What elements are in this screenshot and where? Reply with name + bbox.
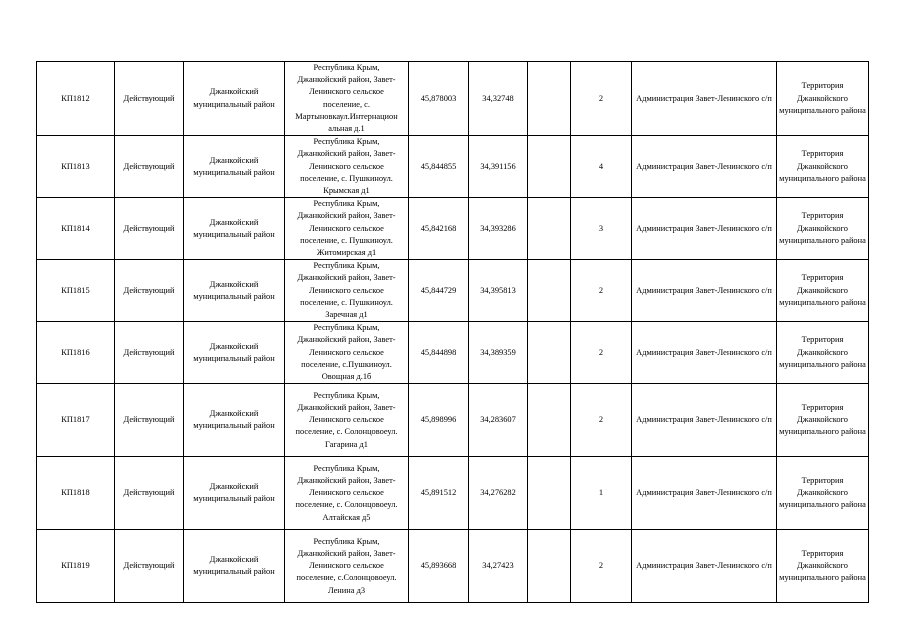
empty-cell [528,384,571,457]
longitude-cell: 34,391156 [469,136,528,198]
status-cell: Действующий [115,198,184,260]
latitude-cell: 45,844729 [409,260,469,322]
code-cell: КП1818 [37,457,115,530]
district-cell: Джанкойский муниципальный район [184,136,285,198]
code-cell: КП1819 [37,530,115,603]
territory-cell: Территория Джанкойского муниципального района [777,322,869,384]
longitude-cell: 34,276282 [469,457,528,530]
code-cell: КП1814 [37,198,115,260]
code-cell: КП1812 [37,62,115,136]
district-cell: Джанкойский муниципальный район [184,384,285,457]
longitude-cell: 34,395813 [469,260,528,322]
address-line: Джанкойский район, Завет- [297,149,396,159]
address-line: Овощная д.1б [321,372,372,382]
address-line: Джанкойский район, Завет- [297,75,396,85]
latitude-cell: 45,898996 [409,384,469,457]
district-cell: Джанкойский муниципальный район [184,322,285,384]
owner-cell: Администрация Завет-Ленинского с/п [632,322,777,384]
count-cell: 2 [571,384,632,457]
registry-body [37,62,869,603]
count-cell: 1 [571,457,632,530]
code-cell: КП1815 [37,260,115,322]
district-cell: Джанкойский муниципальный район [184,62,285,136]
owner-cell: Администрация Завет-Ленинского с/п [632,198,777,260]
code-cell: КП1817 [37,384,115,457]
address-line: Республика Крым, [313,63,380,72]
count-cell: 4 [571,136,632,198]
owner-cell: Администрация Завет-Ленинского с/п [632,136,777,198]
address-cell [285,384,409,457]
longitude-cell: 34,32748 [469,62,528,136]
district-cell: Джанкойский муниципальный район [184,198,285,260]
address-line: поселение, с. Пушкиноул. [300,235,393,245]
latitude-cell: 45,893668 [409,530,469,603]
latitude-cell: 45,844855 [409,136,469,198]
address-cell [285,260,409,322]
latitude-cell: 45,878003 [409,62,469,136]
status-cell: Действующий [115,260,184,322]
owner-cell: Администрация Завет-Ленинского с/п [632,457,777,530]
address-line: Крымская д1 [323,186,370,196]
address-line: Республика Крым, [313,390,380,400]
latitude-cell: 45,891512 [409,457,469,530]
count-cell: 2 [571,530,632,603]
district-cell: Джанкойский муниципальный район [184,260,285,322]
longitude-cell: 34,389359 [469,322,528,384]
owner-cell: Администрация Завет-Ленинского с/п [632,260,777,322]
territory-cell: Территория Джанкойского муниципального района [777,384,869,457]
address-line: Ленина д3 [327,585,366,595]
address-line: поселение, с.Солонцовоеул. [296,573,397,583]
address-line: Житомирская д1 [316,248,377,258]
address-line: поселение, с. Солонцовоеул. [295,427,398,437]
address-line: Джанкойский район, Завет- [297,548,396,558]
longitude-cell: 34,283607 [469,384,528,457]
address-cell [285,322,409,384]
address-cell [285,198,409,260]
latitude-cell: 45,844898 [409,322,469,384]
address-line: поселение, с. [323,99,370,109]
empty-cell [528,457,571,530]
status-cell: Действующий [115,322,184,384]
registry-table [36,61,869,603]
empty-cell [528,260,571,322]
address-line: поселение, с. Солонцовоеул. [295,500,398,510]
address-line: Джанкойский район, Завет- [297,335,396,345]
status-cell: Действующий [115,62,184,136]
address-line: Ленинского сельское [309,347,384,357]
address-line: Джанкойский район, Завет- [297,402,396,412]
table-row [37,62,869,136]
empty-cell [528,322,571,384]
territory-cell: Территория Джанкойского муниципального района [777,260,869,322]
territory-cell: Территория Джанкойского муниципального района [777,457,869,530]
status-cell: Действующий [115,384,184,457]
table-row [37,322,869,384]
address-line: Ленинского сельское [309,415,384,425]
address-line: Гагарина д1 [325,439,368,449]
address-line: Республика Крым, [313,261,380,271]
longitude-cell: 34,393286 [469,198,528,260]
count-cell: 2 [571,322,632,384]
address-cell [285,136,409,198]
table-row [37,457,869,530]
territory-cell: Территория Джанкойского муниципального района [777,198,869,260]
table-row [37,198,869,260]
code-cell: КП1816 [37,322,115,384]
address-line: альная д.1 [328,124,365,134]
address-line: поселение, с.Пушкиноул. [301,359,392,369]
empty-cell [528,198,571,260]
status-cell: Действующий [115,530,184,603]
address-line: Джанкойский район, Завет- [297,211,396,221]
longitude-cell: 34,27423 [469,530,528,603]
count-cell: 2 [571,62,632,136]
address-line: Ленинского сельское [309,161,384,171]
address-line: Республика Крым, [313,463,380,473]
table-row [37,530,869,603]
address-cell [285,530,409,603]
empty-cell [528,530,571,603]
table-row [37,384,869,457]
territory-cell: Территория Джанкойского муниципального района [777,530,869,603]
count-cell: 2 [571,260,632,322]
owner-cell: Администрация Завет-Ленинского с/п [632,530,777,603]
table-row [37,260,869,322]
address-line: Республика Крым, [313,137,380,147]
address-line: Республика Крым, [313,199,380,209]
territory-cell: Территория Джанкойского муниципального района [777,136,869,198]
address-line: поселение, с. Пушкиноул. [300,173,393,183]
address-line: Ленинского сельское [309,285,384,295]
owner-cell: Администрация Завет-Ленинского с/п [632,384,777,457]
address-line: Алтайская д5 [322,512,371,522]
address-cell [285,62,409,136]
status-cell: Действующий [115,136,184,198]
address-cell [285,457,409,530]
address-line: Ленинского сельское [309,488,384,498]
address-line: поселение, с. Пушкиноул. [300,297,393,307]
address-line: Джанкойский район, Завет- [297,475,396,485]
address-line: Ленинского сельское [309,87,384,97]
address-line: Заречная д1 [325,310,368,320]
owner-cell: Администрация Завет-Ленинского с/п [632,62,777,136]
status-cell: Действующий [115,457,184,530]
address-line: Мартыновкаул.Интернацион [295,111,398,121]
latitude-cell: 45,842168 [409,198,469,260]
empty-cell [528,136,571,198]
code-cell: КП1813 [37,136,115,198]
table-row [37,136,869,198]
district-cell: Джанкойский муниципальный район [184,457,285,530]
address-line: Ленинского сельское [309,561,384,571]
address-line: Джанкойский район, Завет- [297,273,396,283]
empty-cell [528,62,571,136]
address-line: Республика Крым, [313,323,380,333]
district-cell: Джанкойский муниципальный район [184,530,285,603]
territory-cell: Территория Джанкойского муниципального района [777,62,869,136]
address-line: Республика Крым, [313,536,380,546]
address-line: Ленинского сельское [309,223,384,233]
count-cell: 3 [571,198,632,260]
